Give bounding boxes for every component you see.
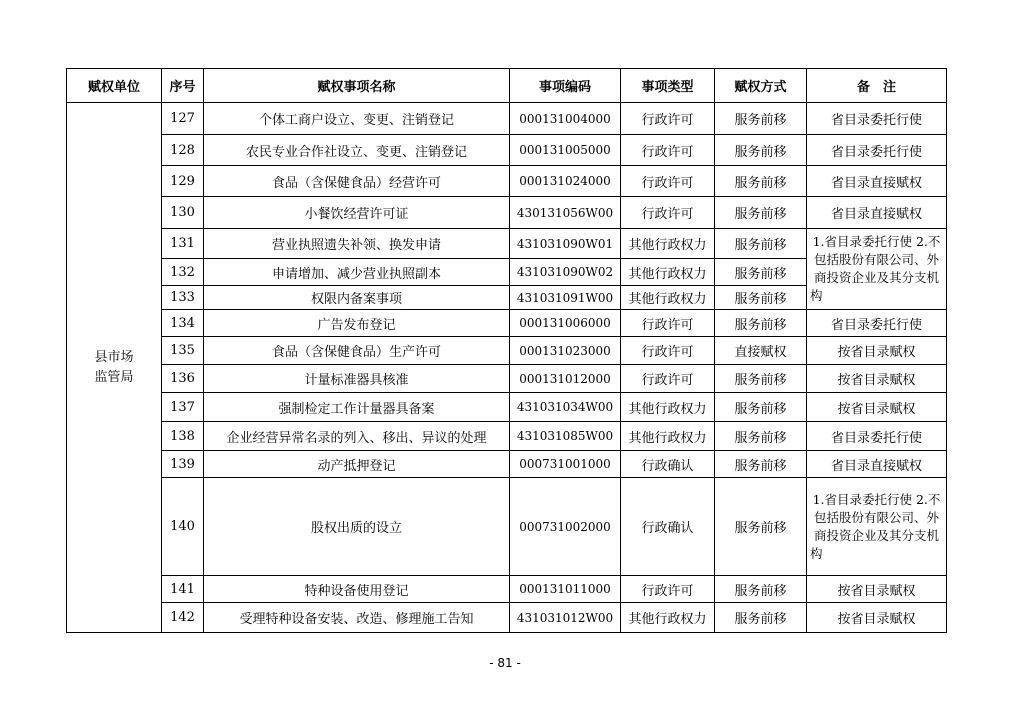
note-cell: 省目录直接赋权 <box>807 166 947 197</box>
mode-cell: 服务前移 <box>715 286 807 310</box>
table-row <box>67 365 947 393</box>
table-row <box>67 310 947 337</box>
type-cell: 其他行政权力 <box>621 422 715 451</box>
type-cell: 行政许可 <box>621 337 715 365</box>
name-cell: 权限内备案事项 <box>204 286 510 310</box>
note-cell-merged: 1.省目录委托行使 2.不包括股份有限公司、外商投资企业及其分支机构 <box>807 229 947 310</box>
code-cell: 000131012000 <box>510 365 621 393</box>
code-cell: 000131024000 <box>510 166 621 197</box>
seq-cell: 127 <box>162 103 204 135</box>
note-cell: 按省目录赋权 <box>807 603 947 633</box>
mode-cell: 服务前移 <box>715 603 807 633</box>
note-cell: 按省目录赋权 <box>807 393 947 422</box>
type-cell: 其他行政权力 <box>621 603 715 633</box>
type-cell: 行政许可 <box>621 576 715 603</box>
type-cell: 行政许可 <box>621 103 715 135</box>
type-cell: 其他行政权力 <box>621 229 715 259</box>
name-cell: 企业经营异常名录的列入、移出、异议的处理 <box>204 422 510 451</box>
name-cell: 营业执照遗失补领、换发申请 <box>204 229 510 259</box>
code-cell: 000731002000 <box>510 478 621 576</box>
name-cell: 申请增加、减少营业执照副本 <box>204 259 510 286</box>
name-cell: 计量标准器具核准 <box>204 365 510 393</box>
code-cell: 431031090W02 <box>510 259 621 286</box>
mode-cell: 服务前移 <box>715 576 807 603</box>
seq-cell: 142 <box>162 603 204 633</box>
table-row <box>67 422 947 451</box>
name-cell: 特种设备使用登记 <box>204 576 510 603</box>
note-cell: 按省目录赋权 <box>807 576 947 603</box>
seq-cell: 136 <box>162 365 204 393</box>
mode-cell: 服务前移 <box>715 365 807 393</box>
table-row <box>67 478 947 576</box>
seq-cell: 137 <box>162 393 204 422</box>
code-cell: 431031034W00 <box>510 393 621 422</box>
name-cell: 股权出质的设立 <box>204 478 510 576</box>
name-cell: 食品（含保健食品）生产许可 <box>204 337 510 365</box>
seq-cell: 128 <box>162 135 204 166</box>
note-cell: 按省目录赋权 <box>807 337 947 365</box>
code-cell: 431031012W00 <box>510 603 621 633</box>
mode-cell: 服务前移 <box>715 422 807 451</box>
seq-cell: 133 <box>162 286 204 310</box>
type-cell: 行政许可 <box>621 197 715 229</box>
seq-cell: 130 <box>162 197 204 229</box>
table-row <box>67 166 947 197</box>
seq-cell: 139 <box>162 451 204 478</box>
note-cell: 省目录委托行使 <box>807 422 947 451</box>
note-cell: 省目录委托行使 <box>807 135 947 166</box>
seq-cell: 132 <box>162 259 204 286</box>
note-cell: 省目录委托行使 <box>807 103 947 135</box>
seq-cell: 140 <box>162 478 204 576</box>
code-cell: 000731001000 <box>510 451 621 478</box>
name-cell: 食品（含保健食品）经营许可 <box>204 166 510 197</box>
header-unit: 赋权单位 <box>67 69 162 103</box>
mode-cell: 服务前移 <box>715 451 807 478</box>
mode-cell: 服务前移 <box>715 393 807 422</box>
table-row <box>67 229 947 259</box>
code-cell: 431031090W01 <box>510 229 621 259</box>
note-cell: 按省目录赋权 <box>807 365 947 393</box>
seq-cell: 135 <box>162 337 204 365</box>
seq-cell: 141 <box>162 576 204 603</box>
table-row <box>67 603 947 633</box>
table-row <box>67 337 947 365</box>
name-cell: 受理特种设备安装、改造、修理施工告知 <box>204 603 510 633</box>
mode-cell: 服务前移 <box>715 310 807 337</box>
code-cell: 430131056W00 <box>510 197 621 229</box>
note-cell: 省目录直接赋权 <box>807 451 947 478</box>
seq-cell: 129 <box>162 166 204 197</box>
header-row <box>67 69 947 103</box>
code-cell: 000131023000 <box>510 337 621 365</box>
seq-cell: 131 <box>162 229 204 259</box>
table-row <box>67 576 947 603</box>
seq-cell: 134 <box>162 310 204 337</box>
table-row <box>67 451 947 478</box>
table-row <box>67 393 947 422</box>
type-cell: 行政确认 <box>621 478 715 576</box>
note-cell: 省目录委托行使 <box>807 310 947 337</box>
unit-cell: 县市场 监管局 <box>67 103 162 633</box>
mode-cell: 服务前移 <box>715 197 807 229</box>
code-cell: 000131011000 <box>510 576 621 603</box>
type-cell: 行政许可 <box>621 166 715 197</box>
table-row <box>67 135 947 166</box>
header-type: 事项类型 <box>621 69 715 103</box>
name-cell: 强制检定工作计量器具备案 <box>204 393 510 422</box>
type-cell: 其他行政权力 <box>621 259 715 286</box>
type-cell: 行政许可 <box>621 310 715 337</box>
mode-cell: 服务前移 <box>715 166 807 197</box>
header-name: 赋权事项名称 <box>204 69 510 103</box>
name-cell: 广告发布登记 <box>204 310 510 337</box>
name-cell: 个体工商户设立、变更、注销登记 <box>204 103 510 135</box>
code-cell: 000131006000 <box>510 310 621 337</box>
type-cell: 行政许可 <box>621 365 715 393</box>
seq-cell: 138 <box>162 422 204 451</box>
mode-cell: 直接赋权 <box>715 337 807 365</box>
header-note: 备 注 <box>807 69 947 103</box>
header-seq: 序号 <box>162 69 204 103</box>
type-cell: 其他行政权力 <box>621 286 715 310</box>
page-number: - 81 - <box>489 656 521 670</box>
mode-cell: 服务前移 <box>715 103 807 135</box>
table-row <box>67 103 947 135</box>
code-cell: 000131004000 <box>510 103 621 135</box>
name-cell: 动产抵押登记 <box>204 451 510 478</box>
type-cell: 行政许可 <box>621 135 715 166</box>
header-mode: 赋权方式 <box>715 69 807 103</box>
mode-cell: 服务前移 <box>715 229 807 259</box>
code-cell: 431031085W00 <box>510 422 621 451</box>
name-cell: 农民专业合作社设立、变更、注销登记 <box>204 135 510 166</box>
code-cell: 000131005000 <box>510 135 621 166</box>
note-cell: 省目录直接赋权 <box>807 197 947 229</box>
mode-cell: 服务前移 <box>715 478 807 576</box>
mode-cell: 服务前移 <box>715 135 807 166</box>
header-code: 事项编码 <box>510 69 621 103</box>
code-cell: 431031091W00 <box>510 286 621 310</box>
name-cell: 小餐饮经营许可证 <box>204 197 510 229</box>
type-cell: 行政确认 <box>621 451 715 478</box>
table-row <box>67 197 947 229</box>
note-cell: 1.省目录委托行使 2.不包括股份有限公司、外商投资企业及其分支机构 <box>807 478 947 576</box>
mode-cell: 服务前移 <box>715 259 807 286</box>
authorization-table <box>66 68 947 633</box>
type-cell: 其他行政权力 <box>621 393 715 422</box>
